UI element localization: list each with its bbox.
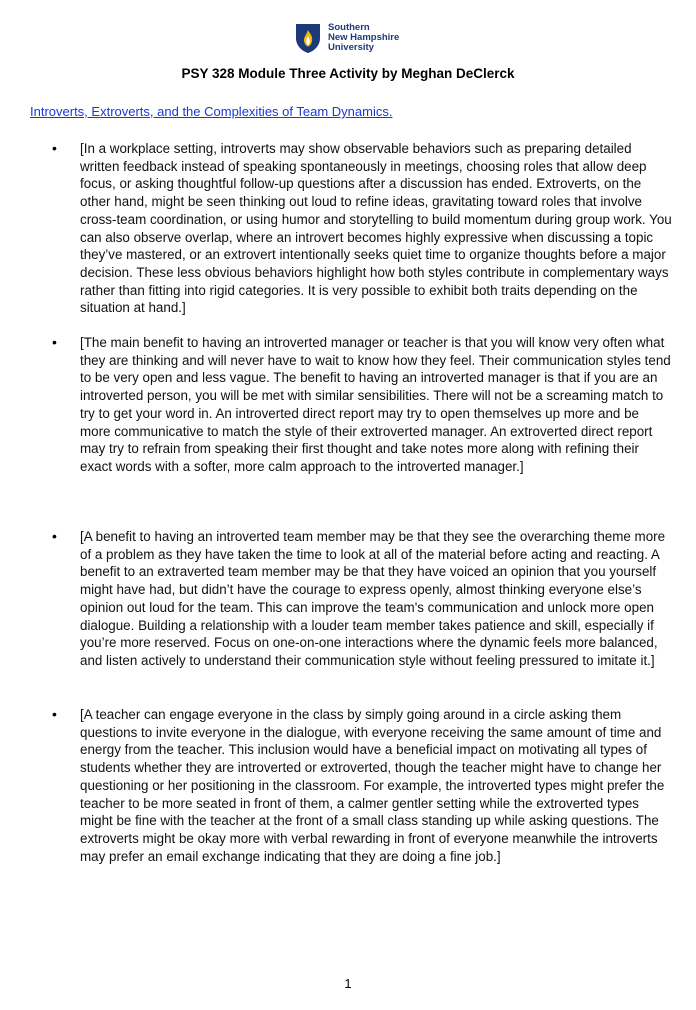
logo-wordmark [328,23,399,53]
bullet-icon: • [52,140,57,156]
list-item-text: [The main benefit to having an introverted manager or teacher is that you will know very often what they are thinking and will never have to wait to know how they feel. Their communication styles tend to be very open and less vague. The benefit to having an introverted manager is that if you are an introverted person, you will be met with similar sensibilities. There will not be a screaming match to try to get your word in. An introverted direct report may try to open themselves up more and be more communicative to match the style of their extroverted manager. An extroverted direct report may try to refrain from speaking their first thought and take notes more along with refining their exact words with a softer, more calm approach to the introverted manager.] [80,335,671,474]
bullet-icon: • [52,528,57,544]
list-item [52,528,672,670]
logo-line-2: New Hampshire [328,32,400,43]
bullet-icon: • [52,706,57,722]
document-title: PSY 328 Module Three Activity by Meghan DeClerck [181,66,515,81]
university-logo [294,22,399,54]
list-item-text: [A teacher can engage everyone in the class by simply going around in a circle asking them questions to invite everyone in the dialogue, with everyone receiving the same amount of time and energy from the teacher. This inclusion would have a beneficial impact on motivating all types of students whether they are introverted or extroverted, though the teacher might have to change her questioning or her positioning in the classroom. For example, the introverted types might prefer the teacher to be more seated in front of them, a calmer gentler setting while the extroverted types might be fine with the teacher at the front of a small class standing up while asking questions. The extroverts might be okay more with verbal rewarding in front of everyone meanwhile the introverts may prefer an email exchange indicating that they are doing a fine job.] [80,707,665,864]
list-item-text: [In a workplace setting, introverts may show observable behaviors such as preparing detailed written feedback instead of speaking spontaneously in meetings, choosing roles that allow deep focus, or asking thoughtful follow-up questions after a discussion has ended. Extroverts, on the other hand, might be seen thinking out loud to refine ideas, gravitating toward roles that involve cross-team coordination, or using humor and storytelling to build momentum during group work. You can also observe overlap, where an introvert becomes highly expressive when discussing a topic they’ve mastered, or an extrovert intentionally seeks quiet time to organize thoughts before a major decision. These less obvious behaviors highlight how both styles contribute in complementary ways rather than fitting into rigid categories. It is very possible to exhibit both traits depending on the situation at hand.] [80,141,672,316]
subtitle-link[interactable]: Introverts, Extroverts, and the Complexities of Team Dynamics. [30,104,393,119]
list-item [52,706,672,865]
list-item-text: [A benefit to having an introverted team member may be that they see the overarching theme more of a problem as they have taken the time to look at all of the material before acting and reacting. A benefit to an extraverted team member may be that they have voiced an opinion that you yourself might have had, but didn’t have the courage to express openly, almost thinking everyone else’s opinion out loud for the team. This can improve the team's communication and unlock more open dialogue. Building a relationship with a louder team member takes patience and skill, especially if you’re more reserved. Focus on one-on-one interactions where the dynamic feels more balanced, and listen actively to understand their communication style without feeling pressured to imitate it.] [80,529,666,668]
list-item [52,140,672,317]
logo-line-3: University [328,42,374,53]
shield-flame-icon [294,22,322,54]
list-item [52,334,672,476]
page-number: 1 [344,976,352,991]
logo-line-1: Southern [328,22,370,33]
bullet-icon: • [52,334,57,350]
